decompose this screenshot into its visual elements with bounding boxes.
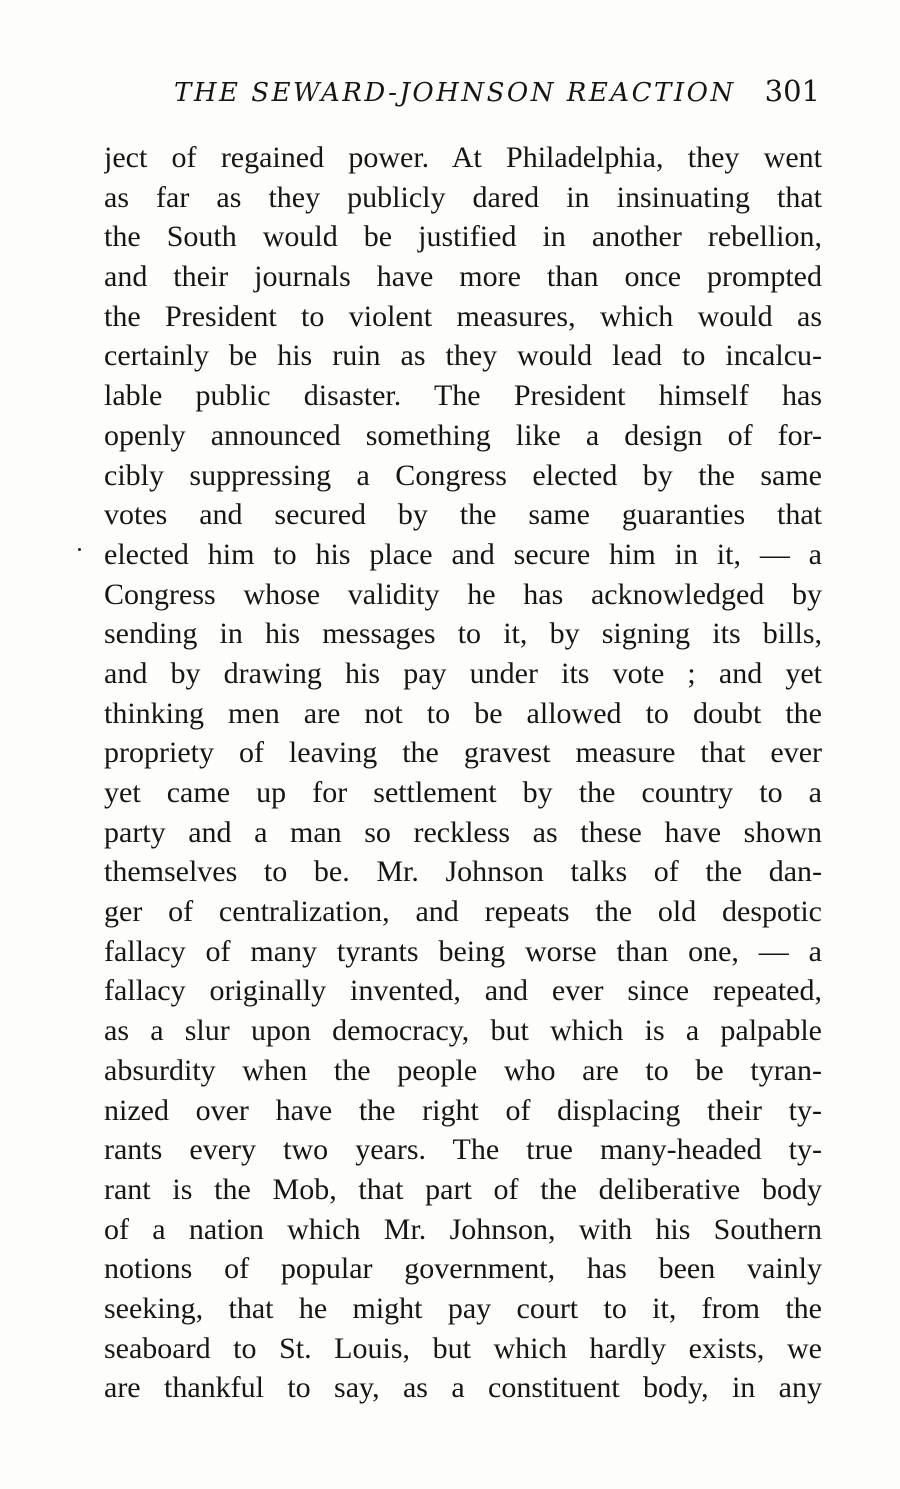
text-line: seaboard to St. Louis, but which hardly exists, we xyxy=(104,1331,822,1365)
text-line: notions of popular government, has been vainly xyxy=(104,1252,822,1286)
page-number: 301 xyxy=(764,74,820,108)
text-line: openly announced something like a design of for- xyxy=(104,418,822,452)
text-line: elected him to his place and secure him in it, — a xyxy=(104,537,822,571)
text-line: cibly suppressing a Congress elected by the same xyxy=(104,458,822,492)
text-line: the President to violent measures, which would as xyxy=(104,299,822,333)
text-line: seeking, that he might pay court to it, from the xyxy=(104,1291,822,1325)
text-line: sending in his messages to it, by signing its bills, xyxy=(104,617,822,651)
text-line: rant is the Mob, that part of the deliberative body xyxy=(104,1172,822,1206)
text-line: as far as they publicly dared in insinuating that xyxy=(104,180,822,214)
text-line: lable public disaster. The President himself has xyxy=(104,379,822,413)
text-line: yet came up for settlement by the country to a xyxy=(104,776,822,809)
text-line: certainly be his ruin as they would lead to incalcu- xyxy=(104,339,822,373)
text-line: fallacy of many tyrants being worse than one, — a xyxy=(104,934,822,968)
running-head-title: THE SEWARD-JOHNSON REACTION xyxy=(174,78,736,108)
text-line: and their journals have more than once prompted xyxy=(104,260,822,294)
margin-speck xyxy=(78,548,81,551)
running-head xyxy=(104,72,822,122)
text-line: and by drawing his pay under its vote ; and yet xyxy=(104,656,822,690)
text-line: as a slur upon democracy, but which is a palpable xyxy=(104,1014,822,1048)
body-text xyxy=(104,138,822,1428)
text-line: ger of centralization, and repeats the old despotic xyxy=(104,895,822,929)
text-line: Congress whose validity he has acknowledged by xyxy=(104,577,822,611)
text-line: propriety of leaving the gravest measure that ever xyxy=(104,736,822,770)
text-line: of a nation which Mr. Johnson, with his Southern xyxy=(104,1212,822,1246)
text-line: ject of regained power. At Philadelphia, they went xyxy=(104,141,822,174)
text-line: votes and secured by the same guaranties that xyxy=(104,498,822,532)
text-line: rants every two years. The true many-headed ty- xyxy=(104,1133,822,1167)
text-line: are thankful to say, as a constituent body, in any xyxy=(104,1371,822,1405)
text-line: thinking men are not to be allowed to doubt the xyxy=(104,696,822,730)
text-line: the South would be justified in another rebellion, xyxy=(104,220,822,254)
text-line: fallacy originally invented, and ever since repeated, xyxy=(104,974,822,1008)
text-line: nized over have the right of displacing their ty- xyxy=(104,1093,822,1127)
text-line: themselves to be. Mr. Johnson talks of the dan- xyxy=(104,855,822,889)
text-line: absurdity when the people who are to be tyran- xyxy=(104,1053,822,1087)
text-line: party and a man so reckless as these have shown xyxy=(104,815,822,849)
